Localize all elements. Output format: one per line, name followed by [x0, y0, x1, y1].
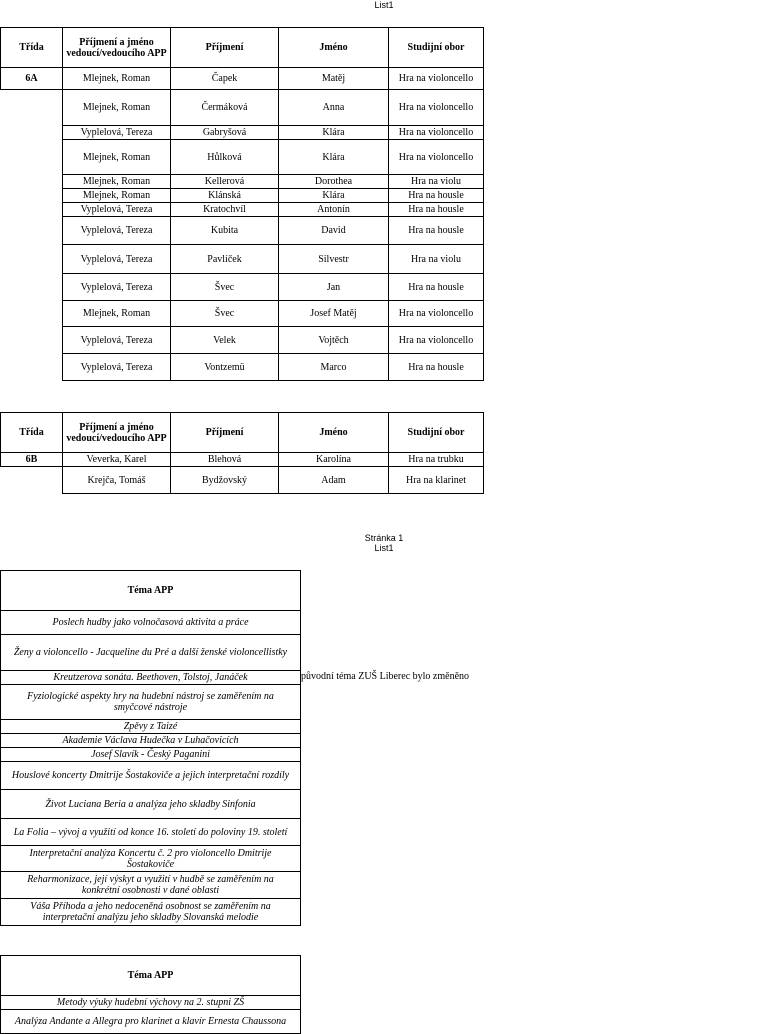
topic-row [1, 762, 301, 790]
cell-obor: Hra na trubku [389, 453, 484, 467]
cell-obor: Hra na housle [389, 217, 484, 245]
table-header-row [1, 28, 484, 68]
cell-prijmeni: Švec [171, 301, 279, 327]
topic-cell: Poslech hudby jako volnočasová aktivita a práce [1, 611, 301, 635]
cell-vedouci: Vyplelová, Tereza [63, 126, 171, 140]
topic-row [1, 790, 301, 819]
cell-vedouci: Mlejnek, Roman [63, 301, 171, 327]
empty-cell [1, 245, 63, 274]
table-header-row [1, 956, 301, 996]
table-row [1, 354, 484, 381]
topic-row [1, 685, 301, 720]
cell-jmeno: Adam [279, 467, 389, 494]
table-row [1, 68, 484, 90]
cell-jmeno: Anna [279, 90, 389, 126]
cell-jmeno: Klára [279, 189, 389, 203]
cell-jmeno: Silvestr [279, 245, 389, 274]
empty-cell [1, 126, 63, 140]
table-row [1, 126, 484, 140]
topics-table-2 [0, 955, 301, 1034]
class-cell: 6A [1, 68, 63, 90]
cell-vedouci: Krejča, Tomáš [63, 467, 171, 494]
topic-cell: Zpěvy z Taizé [1, 720, 301, 734]
header-vedouci: Příjmení a jméno vedoucí/vedoucího APP [63, 413, 171, 453]
cell-prijmeni: Švec [171, 274, 279, 301]
topic-cell: Josef Slavík - Český Paganini [1, 748, 301, 762]
table-row [1, 467, 484, 494]
cell-vedouci: Mlejnek, Roman [63, 189, 171, 203]
topic-cell: Metody výuky hudební výchovy na 2. stupni ZŠ [1, 996, 301, 1010]
topic-row [1, 819, 301, 846]
header-jmeno: Jméno [279, 28, 389, 68]
topic-row [1, 635, 301, 671]
table-row [1, 140, 484, 175]
empty-cell [1, 301, 63, 327]
cell-vedouci: Veverka, Karel [63, 453, 171, 467]
cell-prijmeni: Pavlíček [171, 245, 279, 274]
cell-vedouci: Mlejnek, Roman [63, 140, 171, 175]
cell-jmeno: Antonín [279, 203, 389, 217]
cell-prijmeni: Vontzemü [171, 354, 279, 381]
cell-obor: Hra na klarinet [389, 467, 484, 494]
empty-cell [1, 467, 63, 494]
cell-jmeno: David [279, 217, 389, 245]
cell-obor: Hra na violoncello [389, 301, 484, 327]
sheet-label: List1 [374, 0, 394, 10]
cell-vedouci: Vyplelová, Tereza [63, 203, 171, 217]
class-6b-table [0, 412, 484, 494]
header-trida: Třída [1, 28, 63, 68]
topic-row [1, 734, 301, 748]
topic-row [1, 611, 301, 635]
table-row [1, 327, 484, 354]
header-obor: Studijní obor [389, 413, 484, 453]
topic-cell: Houslové koncerty Dmitrije Šostakoviče a jejich interpretační rozdíly [1, 762, 301, 790]
header-prijmeni: Příjmení [171, 28, 279, 68]
topic-cell: Fyziologické aspekty hry na hudební nástroj se zaměřením na smyčcové nástroje [1, 685, 301, 720]
empty-cell [1, 189, 63, 203]
cell-prijmeni: Bydžovský [171, 467, 279, 494]
topic-cell: Analýza Andante a Allegra pro klarinet a klavír Ernesta Chaussona [1, 1010, 301, 1034]
topic-row [1, 872, 301, 899]
topic-row [1, 1010, 301, 1034]
topic-cell: Ženy a violoncello - Jacqueline du Pré a další ženské violoncellistky [1, 635, 301, 671]
header-tema: Téma APP [1, 571, 301, 611]
topic-row [1, 846, 301, 872]
table-header-row [1, 571, 301, 611]
cell-jmeno: Dorothea [279, 175, 389, 189]
cell-vedouci: Mlejnek, Roman [63, 175, 171, 189]
cell-jmeno: Klára [279, 126, 389, 140]
header-tema: Téma APP [1, 956, 301, 996]
table-row [1, 217, 484, 245]
cell-prijmeni: Čapek [171, 68, 279, 90]
topic-row [1, 996, 301, 1010]
cell-vedouci: Vyplelová, Tereza [63, 327, 171, 354]
cell-jmeno: Josef Matěj [279, 301, 389, 327]
table-header-row [1, 413, 484, 453]
cell-vedouci: Mlejnek, Roman [63, 68, 171, 90]
empty-cell [1, 274, 63, 301]
topic-row [1, 748, 301, 762]
empty-cell [1, 203, 63, 217]
cell-obor: Hra na violoncello [389, 90, 484, 126]
cell-obor: Hra na violoncello [389, 327, 484, 354]
cell-vedouci: Vyplelová, Tereza [63, 274, 171, 301]
topic-cell: La Folia – vývoj a využití od konce 16. století do poloviny 19. století [1, 819, 301, 846]
cell-jmeno: Karolína [279, 453, 389, 467]
topic-cell: Reharmonizace, její výskyt a využití v hudbě se zaměřením na konkrétní osobnosti v dané oblasti [1, 872, 301, 899]
cell-jmeno: Marco [279, 354, 389, 381]
empty-cell [1, 327, 63, 354]
cell-vedouci: Vyplelová, Tereza [63, 217, 171, 245]
topic-cell: Interpretační analýza Koncertu č. 2 pro violoncello Dmitrije Šostakoviče [1, 846, 301, 872]
cell-obor: Hra na housle [389, 274, 484, 301]
header-trida: Třída [1, 413, 63, 453]
class-6a-table [0, 27, 484, 381]
empty-cell [1, 175, 63, 189]
header-obor: Studijní obor [389, 28, 484, 68]
empty-cell [1, 140, 63, 175]
cell-prijmeni: Kratochvíl [171, 203, 279, 217]
cell-jmeno: Matěj [279, 68, 389, 90]
topic-cell: Kreutzerova sonáta. Beethoven, Tolstoj, Janáček [1, 671, 301, 685]
cell-prijmeni: Gabryšová [171, 126, 279, 140]
table-row [1, 301, 484, 327]
cell-prijmeni: Hůlková [171, 140, 279, 175]
empty-cell [1, 354, 63, 381]
cell-prijmeni: Čermáková [171, 90, 279, 126]
cell-jmeno: Jan [279, 274, 389, 301]
header-vedouci: Příjmení a jméno vedoucí/vedoucího APP [63, 28, 171, 68]
cell-obor: Hra na housle [389, 189, 484, 203]
topic-row [1, 899, 301, 926]
header-jmeno: Jméno [279, 413, 389, 453]
topic-row [1, 720, 301, 734]
table-row [1, 203, 484, 217]
table-row [1, 189, 484, 203]
empty-cell [1, 217, 63, 245]
cell-prijmeni: Kellerová [171, 175, 279, 189]
cell-obor: Hra na violu [389, 175, 484, 189]
table-row [1, 245, 484, 274]
table-row [1, 90, 484, 126]
topic-note: původní téma ZUŠ Liberec bylo změněno [301, 671, 470, 682]
table-row [1, 175, 484, 189]
cell-prijmeni: Velek [171, 327, 279, 354]
cell-obor: Hra na violoncello [389, 140, 484, 175]
cell-jmeno: Vojtěch [279, 327, 389, 354]
cell-obor: Hra na violu [389, 245, 484, 274]
cell-jmeno: Klára [279, 140, 389, 175]
table-row [1, 274, 484, 301]
cell-obor: Hra na violoncello [389, 126, 484, 140]
cell-prijmeni: Klánská [171, 189, 279, 203]
cell-vedouci: Vyplelová, Tereza [63, 354, 171, 381]
topic-row [1, 671, 301, 685]
class-cell: 6B [1, 453, 63, 467]
cell-vedouci: Mlejnek, Roman [63, 90, 171, 126]
topic-cell: Váša Příhoda a jeho nedoceněná osobnost se zaměřením na interpretační analýzu jeho skladby Slovanská melodie [1, 899, 301, 926]
topic-cell: Akademie Václava Hudečka v Luhačovicích [1, 734, 301, 748]
sheet-label: List1 [374, 543, 394, 553]
topic-cell: Život Luciana Beria a analýza jeho skladby Sinfonia [1, 790, 301, 819]
topics-table [0, 570, 301, 926]
empty-cell [1, 90, 63, 126]
cell-prijmeni: Kubita [171, 217, 279, 245]
table-row [1, 453, 484, 467]
header-prijmeni: Příjmení [171, 413, 279, 453]
cell-obor: Hra na violoncello [389, 68, 484, 90]
cell-vedouci: Vyplelová, Tereza [63, 245, 171, 274]
cell-prijmeni: Blehová [171, 453, 279, 467]
cell-obor: Hra na housle [389, 203, 484, 217]
cell-obor: Hra na housle [389, 354, 484, 381]
page-footer: Stránka 1 [364, 533, 404, 543]
